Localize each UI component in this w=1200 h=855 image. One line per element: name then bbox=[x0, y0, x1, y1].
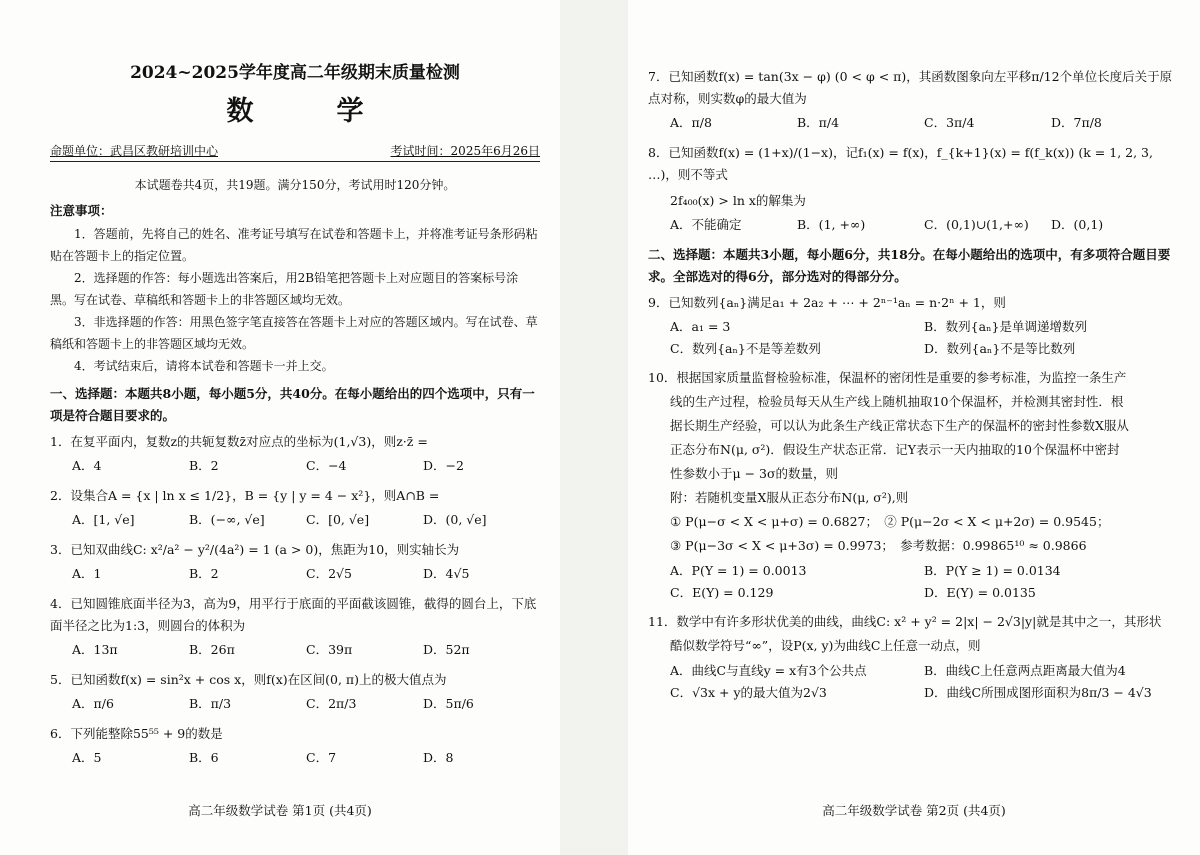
question-10-line: 10．根据国家质量监督检验标准，保温杯的密闭性是重要的参考标准，为监控一条生产 bbox=[648, 370, 1127, 385]
option-d: D．(0,1) bbox=[1051, 217, 1104, 232]
question-10-line: 正态分布N(μ, σ²)．假设生产状态正常．记Y表示一天内抽取的10个保温杯中密封 bbox=[670, 442, 1120, 457]
exam-time: 考试时间：2025年6月26日 bbox=[390, 144, 540, 158]
question-10-reference-1: ① P(μ−σ < X < μ+σ) = 0.6827； ② P(μ−2σ < X < μ+2σ) = 0.9545； bbox=[670, 514, 1110, 529]
option-d: D．(0, √e] bbox=[423, 512, 487, 527]
option-a: A．π/6 bbox=[72, 696, 114, 711]
page-2-footer: 高二年级数学试卷 第2页 (共4页) bbox=[822, 803, 1006, 818]
question-7-options bbox=[648, 112, 1178, 134]
option-d: D．7π/8 bbox=[1051, 115, 1102, 130]
option-c: C．√3x + y的最大值为2√3 bbox=[670, 685, 827, 700]
option-d: D．52π bbox=[423, 642, 470, 657]
option-a: A．a₁ = 3 bbox=[670, 319, 731, 334]
option-b: B．2 bbox=[189, 458, 219, 473]
question-4-stem: 4．已知圆锥底面半径为3，高为9，用平行于底面的平面截该圆锥，截得的圆台上，下底面半径之比为1:3，则圆台的体积为 bbox=[50, 596, 537, 633]
notice-item: 3．非选择题的作答：用黑色签字笔直接答在答题卡上对应的答题区域内。写在试卷、草稿纸和答题卡上的非答题区域均无效。 bbox=[50, 315, 538, 351]
question-11-line: 酷似数学符号“∞”，设P(x, y)为曲线C上任意一动点，则 bbox=[670, 638, 981, 653]
question-10-options bbox=[648, 560, 1178, 604]
option-c: C．2√5 bbox=[306, 566, 352, 581]
option-b: B．P(Y ≥ 1) = 0.0134 bbox=[924, 563, 1061, 578]
exam-page-2 bbox=[628, 0, 1200, 855]
question-9-options bbox=[648, 316, 1178, 360]
question-6-options bbox=[50, 747, 540, 769]
question-10-line: 线的生产过程，检验员每天从生产线上随机抽取10个保温杯，并检测其密封性．根 bbox=[670, 394, 1124, 409]
question-10-line: 据长期生产经验，可以认为此条生产线正常状态下生产的保温杯的密封性参数X服从 bbox=[670, 418, 1129, 433]
question-4-options bbox=[50, 639, 540, 661]
notice-item: 4．考试结束后，请将本试卷和答题卡一并上交。 bbox=[74, 359, 334, 373]
question-6-stem: 6．下列能整除55⁵⁵ + 9的数是 bbox=[50, 726, 223, 741]
question-5-stem: 5．已知函数f(x) = sin²x + cos x，则f(x)在区间(0, π)上的极大值点为 bbox=[50, 672, 447, 687]
option-a: A．不能确定 bbox=[670, 217, 742, 232]
option-d: D．数列{aₙ}不是等比数列 bbox=[924, 341, 1076, 356]
option-d: D．−2 bbox=[423, 458, 464, 473]
question-3-stem: 3．已知双曲线C: x²/a² − y²/(4a²) = 1 (a > 0)，焦距为10，则实轴长为 bbox=[50, 542, 460, 557]
option-b: B．(−∞, √e] bbox=[189, 512, 265, 527]
option-d: D．8 bbox=[423, 750, 454, 765]
option-b: B．π/4 bbox=[797, 115, 840, 130]
option-b: B．26π bbox=[189, 642, 235, 657]
exam-intro: 本试题卷共4页，共19题。满分150分，考试用时120分钟。 bbox=[134, 178, 456, 192]
question-1-stem: 1．在复平面内，复数z的共轭复数z̄对应点的坐标为(1,√3)，则z·z̄ = bbox=[50, 434, 428, 449]
question-2-options bbox=[50, 509, 540, 531]
option-b: B．(1, +∞) bbox=[797, 217, 866, 232]
question-3-options bbox=[50, 563, 540, 585]
option-c: C．39π bbox=[306, 642, 353, 657]
exam-info-row bbox=[50, 142, 540, 162]
question-1-options bbox=[50, 455, 540, 477]
option-c: C．E(Y) = 0.129 bbox=[670, 585, 774, 600]
option-c: C．(0,1)∪(1,+∞) bbox=[924, 217, 1029, 232]
option-b: B．曲线C上任意两点距离最大值为4 bbox=[924, 663, 1126, 678]
option-a: A．P(Y = 1) = 0.0013 bbox=[670, 563, 807, 578]
option-a: A．5 bbox=[72, 750, 102, 765]
option-c: C．2π/3 bbox=[306, 696, 357, 711]
notice-item: 1．答题前，先将自己的姓名、准考证号填写在试卷和答题卡上，并将准考证号条形码粘贴在答题卡上的指定位置。 bbox=[50, 227, 538, 263]
option-a: A．π/8 bbox=[670, 115, 712, 130]
question-10-reference-2: ③ P(μ−3σ < X < μ+3σ) = 0.9973； 参考数据：0.99865¹⁰ ≈ 0.9866 bbox=[670, 538, 1087, 553]
question-2-stem: 2．设集合A = {x | ln x ≤ 1/2}，B = {y | y = 4 − x²}，则A∩B = bbox=[50, 488, 440, 503]
option-c: C．−4 bbox=[306, 458, 347, 473]
option-d: D．曲线C所围成图形面积为8π/3 − 4√3 bbox=[924, 685, 1152, 700]
page-1-footer: 高二年级数学试卷 第1页 (共4页) bbox=[188, 803, 372, 818]
exam-title: 2024~2025学年度高二年级期末质量检测 bbox=[130, 63, 460, 83]
option-c: C．3π/4 bbox=[924, 115, 975, 130]
option-d: D．5π/6 bbox=[423, 696, 474, 711]
question-8-stem-continued: 2f₄₀₀(x) > ln x的解集为 bbox=[670, 193, 806, 208]
page-2-body bbox=[648, 62, 1178, 710]
question-10-note: 附：若随机变量X服从正态分布N(μ, σ²),则 bbox=[670, 490, 909, 505]
notice-heading: 注意事项： bbox=[50, 203, 113, 218]
option-a: A．4 bbox=[72, 458, 102, 473]
notice-item: 2．选择题的作答：每小题选出答案后，用2B铅笔把答题卡上对应题目的答案标号涂黑。写在试卷、草稿纸和答题卡上的非答题区域均无效。 bbox=[50, 271, 519, 307]
option-c: C．数列{aₙ}不是等差数列 bbox=[670, 341, 821, 356]
option-a: A．1 bbox=[72, 566, 102, 581]
page-1-body bbox=[50, 58, 540, 777]
question-5-options bbox=[50, 693, 540, 715]
option-b: B．π/3 bbox=[189, 696, 232, 711]
option-a: A．曲线C与直线y = x有3个公共点 bbox=[670, 663, 867, 678]
option-c: C．7 bbox=[306, 750, 337, 765]
question-9-stem: 9．已知数列{aₙ}满足a₁ + 2a₂ + ⋯ + 2ⁿ⁻¹aₙ = n·2ⁿ + 1，则 bbox=[648, 295, 1006, 310]
question-10-line: 性参数小于μ − 3σ的数量，则 bbox=[670, 466, 839, 481]
option-a: A．[1, √e] bbox=[72, 512, 135, 527]
exam-unit: 命题单位：武昌区教研培训中心 bbox=[50, 144, 219, 158]
question-11-line: 11．数学中有许多形状优美的曲线，曲线C: x² + y² = 2|x| − 2√3|y|就是其中之一，其形状 bbox=[648, 614, 1162, 629]
option-b: B．2 bbox=[189, 566, 219, 581]
section-2-heading: 二、选择题：本题共3小题，每小题6分，共18分。在每小题给出的选项中，有多项符合题目要求。全部选对的得6分，部分选对的得部分分。 bbox=[648, 247, 1171, 284]
option-d: D．E(Y) = 0.0135 bbox=[924, 585, 1036, 600]
option-d: D．4√5 bbox=[423, 566, 470, 581]
subject-title: 数 学 bbox=[226, 96, 392, 127]
question-8-stem: 8．已知函数f(x) = (1+x)/(1−x)，记f₁(x) = f(x)，f_{k+1}(x) = f(f_k(x)) (k = 1, 2, 3, …)，则不等式 bbox=[648, 145, 1153, 182]
question-11-options bbox=[648, 660, 1178, 704]
question-7-stem: 7．已知函数f(x) = tan(3x − φ) (0 < φ < π)，其函数图象向左平移π/12个单位长度后关于原点对称，则实数φ的最大值为 bbox=[648, 69, 1173, 106]
option-b: B．数列{aₙ}是单调递增数列 bbox=[924, 319, 1087, 334]
option-b: B．6 bbox=[189, 750, 219, 765]
option-c: C．[0, √e] bbox=[306, 512, 370, 527]
page-gutter bbox=[560, 0, 628, 855]
option-a: A．13π bbox=[72, 642, 118, 657]
exam-page-1 bbox=[0, 0, 560, 855]
question-8-options bbox=[648, 214, 1178, 236]
section-1-heading: 一、选择题：本题共8小题，每小题5分，共40分。在每小题给出的四个选项中，只有一项是符合题目要求的。 bbox=[50, 386, 535, 423]
